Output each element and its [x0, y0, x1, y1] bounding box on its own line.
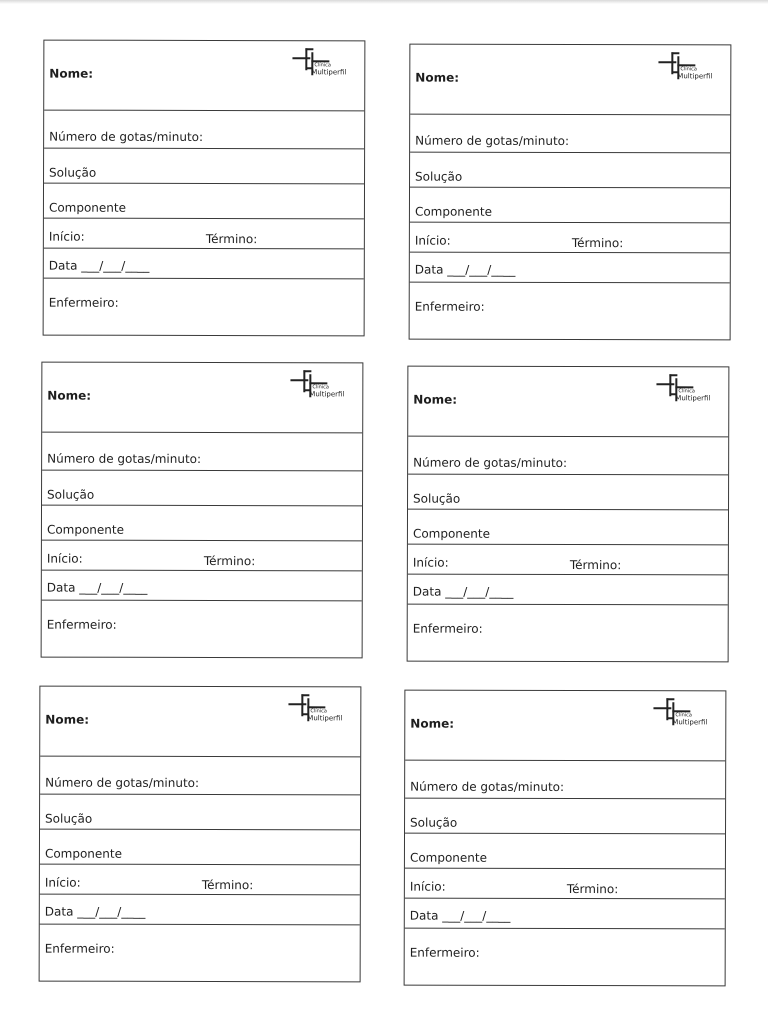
drops-per-minute-label: Número de gotas/minuto: [49, 129, 204, 144]
date-row [42, 571, 362, 602]
drops-row [42, 433, 362, 472]
drops-row [40, 757, 360, 796]
nurse-label: Enfermeiro: [412, 621, 483, 636]
logo-subtitle: Clínica [675, 712, 692, 719]
time-row [410, 223, 730, 254]
drops-row [408, 437, 728, 476]
end-label: Término: [203, 554, 256, 569]
component-row [42, 506, 362, 542]
nurse-row [44, 279, 364, 336]
component-label: Componente [46, 522, 125, 537]
date-label: Data ___/___/____ [409, 908, 511, 923]
name-row [42, 363, 362, 434]
drops-row [405, 761, 725, 800]
solution-row [42, 471, 362, 507]
solution-row [405, 799, 725, 835]
solution-row [44, 149, 364, 185]
component-label: Componente [44, 846, 123, 861]
name-label: Nome: [415, 70, 460, 85]
infusion-label-card-2 [409, 44, 732, 341]
date-label: Data ___/___/____ [414, 262, 516, 277]
name-row [408, 367, 728, 438]
component-row [410, 188, 730, 224]
solution-label: Solução [413, 491, 461, 506]
clinic-logo [292, 46, 347, 78]
component-label: Componente [48, 200, 127, 215]
component-row [44, 184, 364, 220]
solution-row [408, 475, 728, 511]
nurse-row [408, 605, 728, 662]
solution-label: Solução [49, 165, 97, 180]
solution-row [40, 795, 360, 831]
nurse-row [410, 283, 730, 340]
nurse-row [405, 929, 725, 986]
nurse-label: Enfermeiro: [48, 295, 119, 310]
infusion-label-card-4 [407, 366, 730, 663]
drops-per-minute-label: Número de gotas/minuto: [45, 775, 200, 790]
logo-subtitle: Clínica [678, 388, 695, 395]
component-label: Componente [409, 850, 488, 865]
name-row [405, 691, 725, 762]
nurse-label: Enfermeiro: [414, 299, 485, 314]
clinic-logo [290, 368, 345, 400]
logo-name: Multiperfil [309, 390, 345, 399]
solution-label: Solução [410, 815, 458, 830]
end-label: Término: [571, 236, 624, 251]
drops-per-minute-label: Número de gotas/minuto: [413, 455, 568, 470]
name-label: Nome: [49, 66, 94, 81]
clinic-logo [658, 50, 713, 82]
drops-row [410, 115, 730, 154]
time-row [44, 219, 364, 250]
end-label: Término: [566, 882, 619, 897]
date-label: Data ___/___/____ [48, 258, 150, 273]
name-label: Nome: [47, 388, 92, 403]
start-label: Início: [44, 875, 81, 890]
time-row [405, 869, 725, 900]
logo-name: Multiperfil [672, 718, 708, 727]
infusion-label-card-1 [43, 40, 366, 337]
name-row [44, 41, 364, 112]
start-label: Início: [409, 879, 446, 894]
time-row [40, 865, 360, 896]
solution-label: Solução [415, 169, 463, 184]
component-row [405, 834, 725, 870]
nurse-label: Enfermeiro: [46, 617, 117, 632]
drops-per-minute-label: Número de gotas/minuto: [410, 779, 565, 794]
nurse-row [42, 601, 362, 658]
drops-row [44, 111, 364, 150]
component-row [408, 510, 728, 546]
infusion-label-card-5 [39, 686, 362, 983]
start-label: Início: [414, 233, 451, 248]
end-label: Término: [569, 558, 622, 573]
clinic-logo [656, 372, 711, 404]
start-label: Início: [48, 229, 85, 244]
solution-label: Solução [47, 487, 95, 502]
name-row [410, 45, 730, 116]
infusion-label-card-3 [41, 362, 364, 659]
scan-edge [0, 0, 768, 4]
solution-label: Solução [45, 811, 93, 826]
start-label: Início: [412, 555, 449, 570]
end-label: Término: [205, 232, 258, 247]
nurse-label: Enfermeiro: [409, 945, 480, 960]
component-label: Componente [414, 204, 493, 219]
date-label: Data ___/___/____ [412, 584, 514, 599]
drops-per-minute-label: Número de gotas/minuto: [47, 451, 202, 466]
time-row [408, 545, 728, 576]
infusion-label-card-6 [404, 690, 727, 987]
logo-subtitle: Clínica [312, 384, 329, 391]
nurse-label: Enfermeiro: [44, 941, 115, 956]
date-row [408, 575, 728, 606]
logo-subtitle: Clínica [310, 708, 327, 715]
name-row [40, 687, 360, 758]
nurse-row [40, 925, 360, 982]
date-row [44, 249, 364, 280]
logo-subtitle: Clínica [680, 66, 697, 73]
logo-name: Multiperfil [307, 714, 343, 723]
clinic-logo [288, 692, 343, 724]
start-label: Início: [46, 551, 83, 566]
logo-name: Multiperfil [677, 72, 713, 81]
name-label: Nome: [413, 392, 458, 407]
date-row [410, 253, 730, 284]
logo-subtitle: Clínica [314, 62, 331, 69]
drops-per-minute-label: Número de gotas/minuto: [415, 133, 570, 148]
date-label: Data ___/___/____ [46, 580, 148, 595]
solution-row [410, 153, 730, 189]
end-label: Término: [201, 878, 254, 893]
date-row [40, 895, 360, 926]
time-row [42, 541, 362, 572]
logo-name: Multiperfil [311, 68, 347, 77]
name-label: Nome: [45, 712, 90, 727]
date-row [405, 899, 725, 930]
clinic-logo [653, 696, 708, 728]
name-label: Nome: [410, 716, 455, 731]
logo-name: Multiperfil [675, 394, 711, 403]
component-row [40, 830, 360, 866]
component-label: Componente [412, 526, 491, 541]
date-label: Data ___/___/____ [44, 904, 146, 919]
